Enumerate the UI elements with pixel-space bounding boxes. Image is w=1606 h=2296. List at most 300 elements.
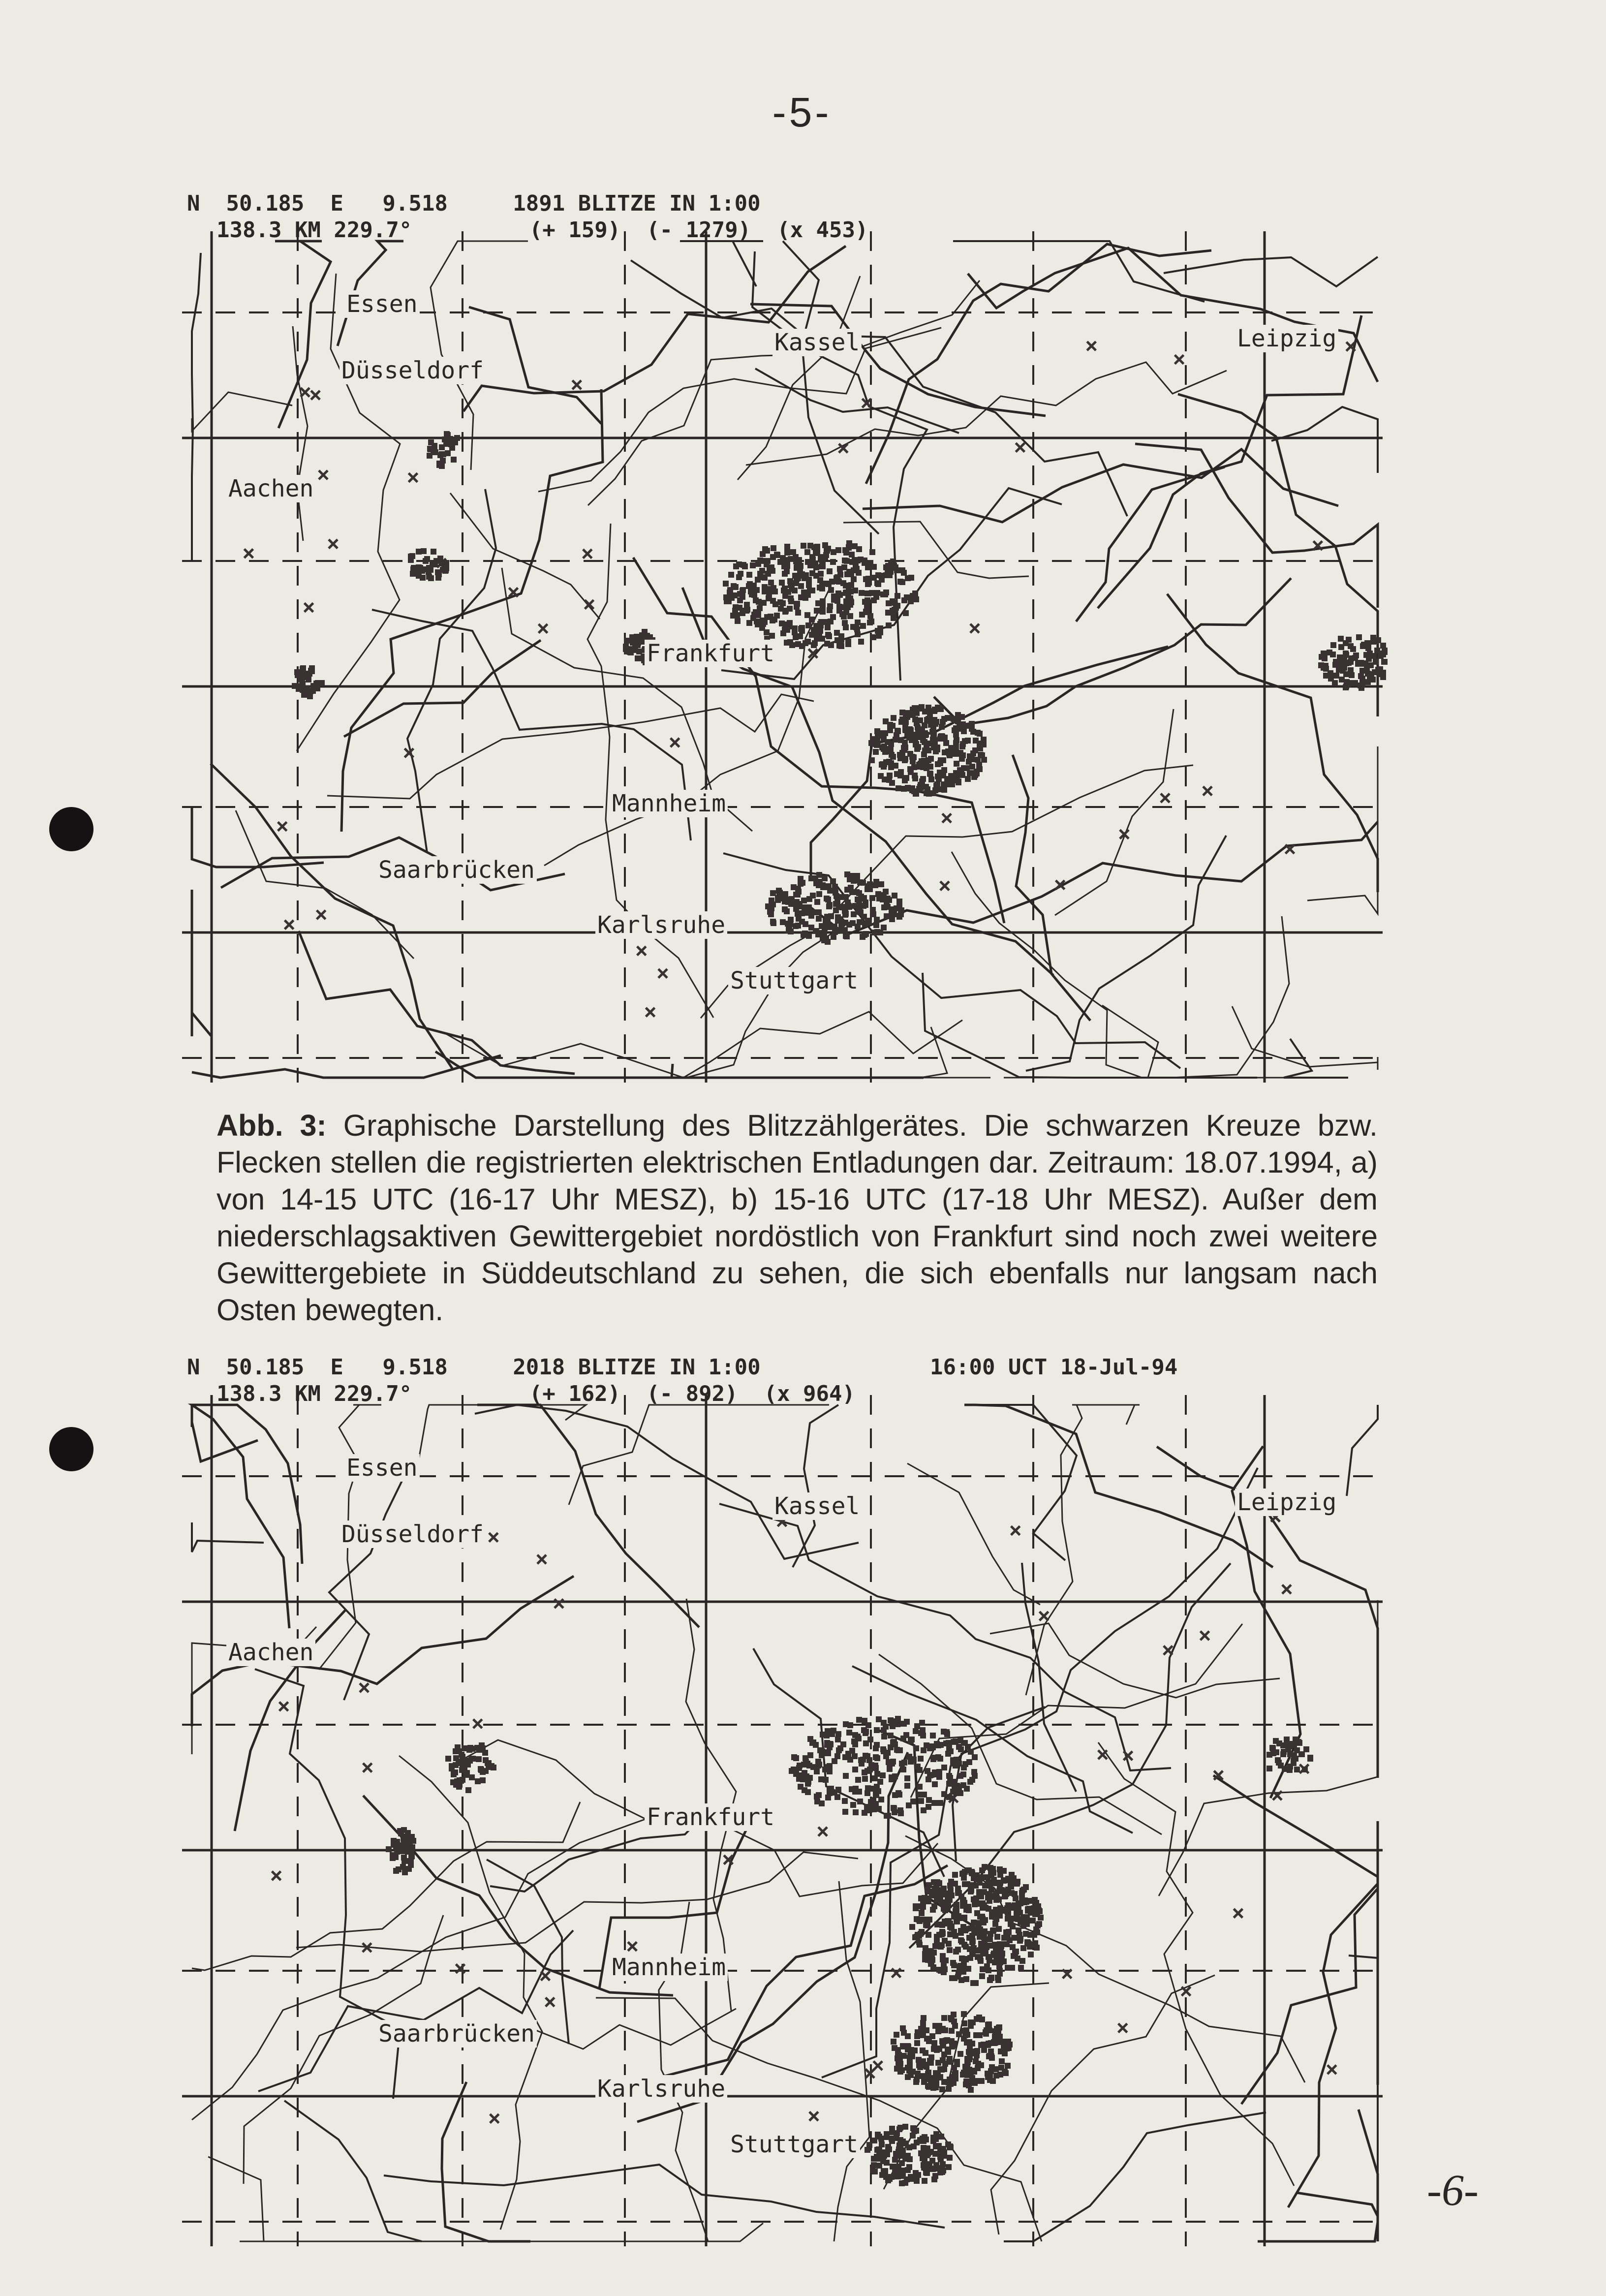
strike-mark xyxy=(964,1786,970,1792)
strike-mark xyxy=(949,2017,955,2022)
strike-mark xyxy=(428,575,434,581)
strike-mark xyxy=(1359,681,1365,687)
map-a-graphics xyxy=(182,187,1388,1083)
strike-mark xyxy=(895,593,900,599)
map-a-header-line2: 138.3 KM 229.7° (+ 159) (- 1279) (x 453) xyxy=(216,217,868,243)
strike-mark xyxy=(798,594,804,600)
strike-mark xyxy=(928,2149,934,2155)
strike-cross xyxy=(1328,2065,1336,2074)
strike-cross xyxy=(1234,1909,1242,1918)
strike-mark xyxy=(875,891,881,897)
map-road xyxy=(192,253,201,560)
strike-mark xyxy=(889,2126,895,2132)
strike-mark xyxy=(767,909,773,915)
strike-mark xyxy=(893,2151,899,2157)
strike-mark xyxy=(857,909,863,915)
strike-mark xyxy=(424,556,430,562)
strike-mark xyxy=(805,639,811,645)
strike-mark xyxy=(971,2069,977,2075)
strike-mark xyxy=(915,2029,921,2035)
strike-mark xyxy=(760,574,766,580)
strike-mark xyxy=(968,1889,974,1894)
strike-mark xyxy=(873,922,879,928)
strike-mark xyxy=(830,878,836,884)
strike-mark xyxy=(827,568,833,574)
strike-mark xyxy=(969,726,975,732)
strike-mark xyxy=(827,603,833,609)
strike-mark xyxy=(945,1751,951,1757)
strike-mark xyxy=(915,2071,921,2077)
strike-mark xyxy=(803,921,808,927)
strike-mark xyxy=(953,1933,958,1939)
strike-mark xyxy=(822,619,828,625)
strike-mark xyxy=(891,1739,897,1745)
strike-mark xyxy=(723,581,729,587)
strike-mark xyxy=(890,2164,896,2170)
strike-cross xyxy=(317,910,326,919)
strike-mark xyxy=(923,1945,928,1951)
strike-mark xyxy=(788,929,794,934)
strike-mark xyxy=(816,909,822,915)
strike-mark xyxy=(410,571,416,577)
strike-mark xyxy=(833,907,839,913)
strike-mark xyxy=(992,2034,998,2040)
strike-mark xyxy=(1330,652,1336,657)
strike-mark xyxy=(459,1752,464,1758)
map-road xyxy=(192,1405,302,1564)
strike-cross xyxy=(1182,1987,1191,1996)
strike-mark xyxy=(874,1784,880,1790)
strike-mark xyxy=(893,605,899,611)
strike-mark xyxy=(927,1917,932,1923)
strike-mark xyxy=(899,1761,905,1767)
strike-mark xyxy=(860,880,866,886)
strike-mark xyxy=(1005,1907,1011,1913)
strike-mark xyxy=(935,2060,941,2066)
map-road xyxy=(587,524,713,1018)
strike-mark xyxy=(965,776,971,782)
map-road xyxy=(192,1522,264,1552)
map-road xyxy=(1347,1405,1378,1496)
map-road xyxy=(569,1405,829,1505)
strike-mark xyxy=(878,881,884,887)
strike-mark xyxy=(993,2073,999,2079)
strike-mark xyxy=(871,564,877,570)
strike-mark xyxy=(851,911,857,917)
strike-mark xyxy=(895,2051,901,2057)
strike-mark xyxy=(868,740,874,746)
map-road xyxy=(1098,315,1361,608)
strike-mark xyxy=(963,2027,969,2033)
strike-mark xyxy=(916,1792,922,1798)
strike-mark xyxy=(937,1800,943,1806)
strike-mark xyxy=(941,1765,947,1770)
caption-text: Graphische Darstellung des Blitzzählgerätes. Die schwarzen Kreuze bzw. Flecken stellen die registrierten elektrischen Entladungen dar. Zeitraum: 18.07.1994, a) von 14-15 UTC (16-17 Uhr MESZ), b) 15-16 UTC (17-18 Uhr MESZ). Außer dem niederschlagsaktiven Gewittergebiet nordöstlich von Frankfurt sind noch zwei weitere Gewittergebiete in Süddeutschland zu sehen, die sich ebenfalls nur langsam nach Osten bewegten. xyxy=(216,1109,1378,1327)
strike-mark xyxy=(911,2128,917,2134)
strike-mark xyxy=(828,642,834,648)
strike-mark xyxy=(753,597,759,603)
strike-mark xyxy=(728,572,734,578)
strike-mark xyxy=(1296,1739,1301,1745)
strike-mark xyxy=(777,599,783,605)
strike-mark xyxy=(955,1947,961,1953)
strike-cross xyxy=(278,822,287,831)
strike-cross xyxy=(539,624,548,633)
strike-mark xyxy=(1336,667,1342,673)
strike-cross xyxy=(473,1719,482,1728)
strike-mark xyxy=(623,646,629,652)
strike-mark xyxy=(931,1800,937,1806)
strike-mark xyxy=(1010,1924,1016,1929)
strike-mark xyxy=(831,549,836,555)
strike-mark xyxy=(912,705,918,711)
strike-mark xyxy=(897,1807,903,1813)
strike-mark xyxy=(1011,1916,1017,1922)
strike-mark xyxy=(842,1798,848,1804)
strike-mark xyxy=(466,1747,472,1753)
strike-mark xyxy=(631,647,637,653)
strike-mark xyxy=(959,1871,965,1877)
strike-mark xyxy=(635,640,641,646)
strike-mark xyxy=(755,577,761,583)
strike-mark xyxy=(857,1799,863,1804)
strike-mark xyxy=(957,767,963,773)
strike-mark xyxy=(397,1848,402,1854)
map-road xyxy=(811,647,1168,878)
map-road xyxy=(415,1405,529,1479)
strike-mark xyxy=(1333,673,1339,679)
strike-mark xyxy=(851,576,857,582)
strike-mark xyxy=(957,1773,963,1779)
strike-mark xyxy=(977,741,983,746)
strike-mark xyxy=(819,557,825,563)
strike-cross xyxy=(1161,794,1170,803)
strike-mark xyxy=(787,620,793,626)
strike-cross xyxy=(279,1702,288,1711)
strike-mark xyxy=(760,621,766,627)
strike-mark xyxy=(960,1903,966,1909)
map-road xyxy=(1349,1955,1378,2213)
strike-mark xyxy=(985,1894,991,1900)
strike-cross xyxy=(1011,1526,1020,1535)
strike-mark xyxy=(841,564,847,570)
strike-mark xyxy=(852,1741,858,1747)
strike-mark xyxy=(983,2029,988,2035)
strike-cross xyxy=(818,1827,827,1836)
strike-mark xyxy=(886,600,892,606)
strike-mark xyxy=(750,562,756,568)
strike-mark xyxy=(982,1928,988,1934)
strike-mark xyxy=(1380,651,1386,656)
strike-mark xyxy=(953,745,959,751)
strike-mark xyxy=(826,581,832,587)
strike-mark xyxy=(909,785,915,791)
strike-mark xyxy=(974,771,980,776)
strike-mark xyxy=(451,1771,457,1777)
strike-mark xyxy=(816,872,822,878)
strike-mark xyxy=(795,641,801,647)
strike-mark xyxy=(1352,680,1358,686)
strike-mark xyxy=(813,564,819,570)
strike-mark xyxy=(875,2132,881,2138)
strike-mark xyxy=(827,1788,833,1794)
strike-cross xyxy=(628,1942,637,1951)
strike-mark xyxy=(832,924,837,930)
punch-hole-top xyxy=(49,807,93,851)
strike-mark xyxy=(760,551,766,557)
strike-mark xyxy=(954,2059,960,2065)
strike-cross xyxy=(970,624,979,633)
strike-mark xyxy=(961,1942,967,1948)
strike-cross xyxy=(671,738,679,747)
strike-mark xyxy=(792,625,798,631)
strike-mark xyxy=(960,741,966,747)
strike-mark xyxy=(973,2078,979,2084)
strike-mark xyxy=(784,640,790,646)
strike-mark xyxy=(826,633,832,639)
map-road xyxy=(1164,257,1378,286)
strike-mark xyxy=(872,1775,878,1781)
strike-mark xyxy=(889,2138,895,2144)
map-road xyxy=(284,2101,422,2241)
strike-cross xyxy=(319,470,328,479)
strike-mark xyxy=(1002,1893,1008,1899)
strike-mark xyxy=(885,739,891,745)
map-road xyxy=(810,822,1378,935)
strike-mark xyxy=(788,596,794,602)
strike-cross xyxy=(541,1972,550,1981)
strike-mark xyxy=(855,1777,861,1783)
city-label-essen: Essen xyxy=(344,290,420,318)
strike-mark xyxy=(894,2066,900,2072)
strike-mark xyxy=(873,1791,879,1797)
strike-mark xyxy=(868,1799,874,1805)
strike-mark xyxy=(1291,1760,1297,1766)
strike-mark xyxy=(1275,1757,1281,1763)
strike-mark xyxy=(912,2048,918,2053)
strike-mark xyxy=(956,1744,962,1750)
strike-mark xyxy=(1278,1763,1284,1769)
strike-mark xyxy=(846,540,852,546)
strike-mark xyxy=(451,457,457,463)
strike-mark xyxy=(813,880,819,886)
strike-mark xyxy=(432,449,437,455)
strike-mark xyxy=(919,1910,925,1916)
strike-mark xyxy=(838,643,844,649)
city-label-stuttgart: Stuttgart xyxy=(728,2131,860,2158)
strike-mark xyxy=(973,1883,979,1889)
strike-mark xyxy=(917,2064,923,2070)
strike-mark xyxy=(802,1787,807,1793)
map-road xyxy=(192,890,211,1036)
strike-mark xyxy=(635,655,641,661)
strike-mark xyxy=(975,757,981,763)
map-road xyxy=(407,489,496,853)
strike-mark xyxy=(1365,679,1371,685)
strike-mark xyxy=(807,588,813,593)
strike-cross xyxy=(1201,1631,1209,1640)
strike-mark xyxy=(891,715,896,721)
strike-mark xyxy=(863,1740,869,1746)
strike-mark xyxy=(887,1762,893,1768)
strike-mark xyxy=(891,2039,896,2045)
strike-mark xyxy=(949,1975,955,1981)
map-road xyxy=(934,578,1291,725)
city-label-karlsruhe: Karlsruhe xyxy=(595,911,727,939)
strike-mark xyxy=(881,1734,887,1739)
strike-mark xyxy=(881,764,887,770)
strike-mark xyxy=(993,1880,999,1886)
strike-mark xyxy=(938,706,944,712)
figure-caption xyxy=(216,1107,1378,1329)
strike-mark xyxy=(903,610,909,616)
strike-mark xyxy=(913,791,919,797)
strike-mark xyxy=(1028,1952,1034,1957)
strike-mark xyxy=(878,1797,884,1802)
map-road xyxy=(1026,836,1226,1071)
strike-mark xyxy=(914,2140,920,2145)
strike-mark xyxy=(874,1727,880,1733)
strike-mark xyxy=(932,1781,938,1787)
strike-mark xyxy=(914,2040,920,2046)
strike-mark xyxy=(402,1858,407,1864)
strike-mark xyxy=(913,596,919,602)
strike-mark xyxy=(858,639,864,645)
strike-mark xyxy=(873,749,879,755)
strike-mark xyxy=(408,1860,414,1865)
strike-mark xyxy=(931,2040,937,2046)
strike-mark xyxy=(834,900,840,906)
strike-mark xyxy=(436,571,442,577)
strike-mark xyxy=(775,895,781,901)
strike-mark xyxy=(972,1926,978,1932)
strike-mark xyxy=(978,1893,984,1899)
strike-mark xyxy=(972,1901,978,1907)
strike-mark xyxy=(860,623,866,629)
strike-mark xyxy=(896,1792,902,1798)
strike-mark xyxy=(950,1960,956,1966)
strike-mark xyxy=(882,730,888,736)
strike-mark xyxy=(864,604,870,610)
map-road xyxy=(1213,1775,1378,2085)
strike-mark xyxy=(918,1756,924,1762)
strike-mark xyxy=(810,1739,816,1745)
strike-mark xyxy=(947,1897,953,1903)
strike-mark xyxy=(795,892,801,898)
strike-mark xyxy=(813,573,819,579)
strike-mark xyxy=(941,716,947,722)
map-road xyxy=(293,326,308,541)
strike-mark xyxy=(785,589,791,595)
strike-mark xyxy=(975,730,981,736)
strike-mark xyxy=(946,1781,952,1787)
strike-mark xyxy=(960,2072,966,2078)
strike-mark xyxy=(865,581,871,587)
strike-mark xyxy=(883,1753,889,1759)
strike-mark xyxy=(931,2176,937,2182)
strike-mark xyxy=(958,1930,964,1936)
strike-mark xyxy=(1038,1915,1044,1921)
strike-mark xyxy=(391,1841,397,1847)
strike-mark xyxy=(1380,643,1386,649)
strike-mark xyxy=(849,1748,855,1754)
strike-mark xyxy=(966,1759,972,1765)
strike-mark xyxy=(951,2065,957,2071)
strike-mark xyxy=(825,1764,831,1770)
strike-mark xyxy=(842,547,848,553)
strike-mark xyxy=(851,567,857,573)
strike-mark xyxy=(900,1767,906,1772)
strike-mark xyxy=(807,543,813,549)
strike-mark xyxy=(476,1756,482,1762)
strike-mark xyxy=(891,615,896,621)
map-road xyxy=(680,241,763,286)
strike-mark xyxy=(967,1779,973,1785)
strike-mark xyxy=(723,594,729,600)
strike-mark xyxy=(873,1745,879,1751)
strike-mark xyxy=(835,590,841,596)
strike-mark xyxy=(900,2043,906,2049)
strike-mark xyxy=(782,571,788,577)
strike-mark xyxy=(390,1855,396,1861)
strike-mark xyxy=(301,692,307,698)
strike-cross xyxy=(637,946,646,955)
strike-mark xyxy=(831,934,836,940)
strike-mark xyxy=(782,608,788,614)
strike-mark xyxy=(1022,1897,1028,1903)
strike-mark xyxy=(893,564,898,570)
strike-mark xyxy=(905,2074,911,2080)
strike-mark xyxy=(926,2038,932,2044)
strike-mark xyxy=(989,2064,995,2070)
strike-mark xyxy=(811,642,817,648)
map-road xyxy=(968,248,1378,382)
strike-mark xyxy=(439,463,445,469)
strike-mark xyxy=(996,1926,1002,1932)
strike-mark xyxy=(972,1754,978,1760)
strike-mark xyxy=(792,588,798,593)
strike-mark xyxy=(941,2051,947,2057)
page-number: -5- xyxy=(772,89,832,135)
strike-mark xyxy=(432,443,437,449)
strike-mark xyxy=(780,919,786,925)
strike-mark xyxy=(940,1956,946,1962)
strike-mark xyxy=(808,925,814,931)
strike-mark xyxy=(931,1755,937,1761)
strike-mark xyxy=(928,1743,934,1749)
strike-mark xyxy=(786,923,792,929)
strike-mark xyxy=(843,1721,849,1727)
strike-mark xyxy=(940,772,946,778)
strike-mark xyxy=(872,2169,878,2174)
strike-mark xyxy=(885,2144,891,2150)
map-road xyxy=(1026,1405,1119,1695)
strike-mark xyxy=(926,1797,932,1803)
strike-mark xyxy=(954,761,959,767)
city-label-frankfurt: Frankfurt xyxy=(645,1803,776,1831)
strike-mark xyxy=(930,1733,936,1738)
strike-mark xyxy=(943,2038,949,2044)
strike-mark xyxy=(930,790,936,796)
strike-mark xyxy=(793,1755,799,1761)
strike-mark xyxy=(770,618,775,623)
strike-mark xyxy=(999,2058,1005,2064)
strike-mark xyxy=(815,931,821,937)
strike-mark xyxy=(965,1744,971,1750)
strike-mark xyxy=(912,590,918,596)
strike-mark xyxy=(947,2155,953,2161)
strike-mark xyxy=(804,549,810,555)
